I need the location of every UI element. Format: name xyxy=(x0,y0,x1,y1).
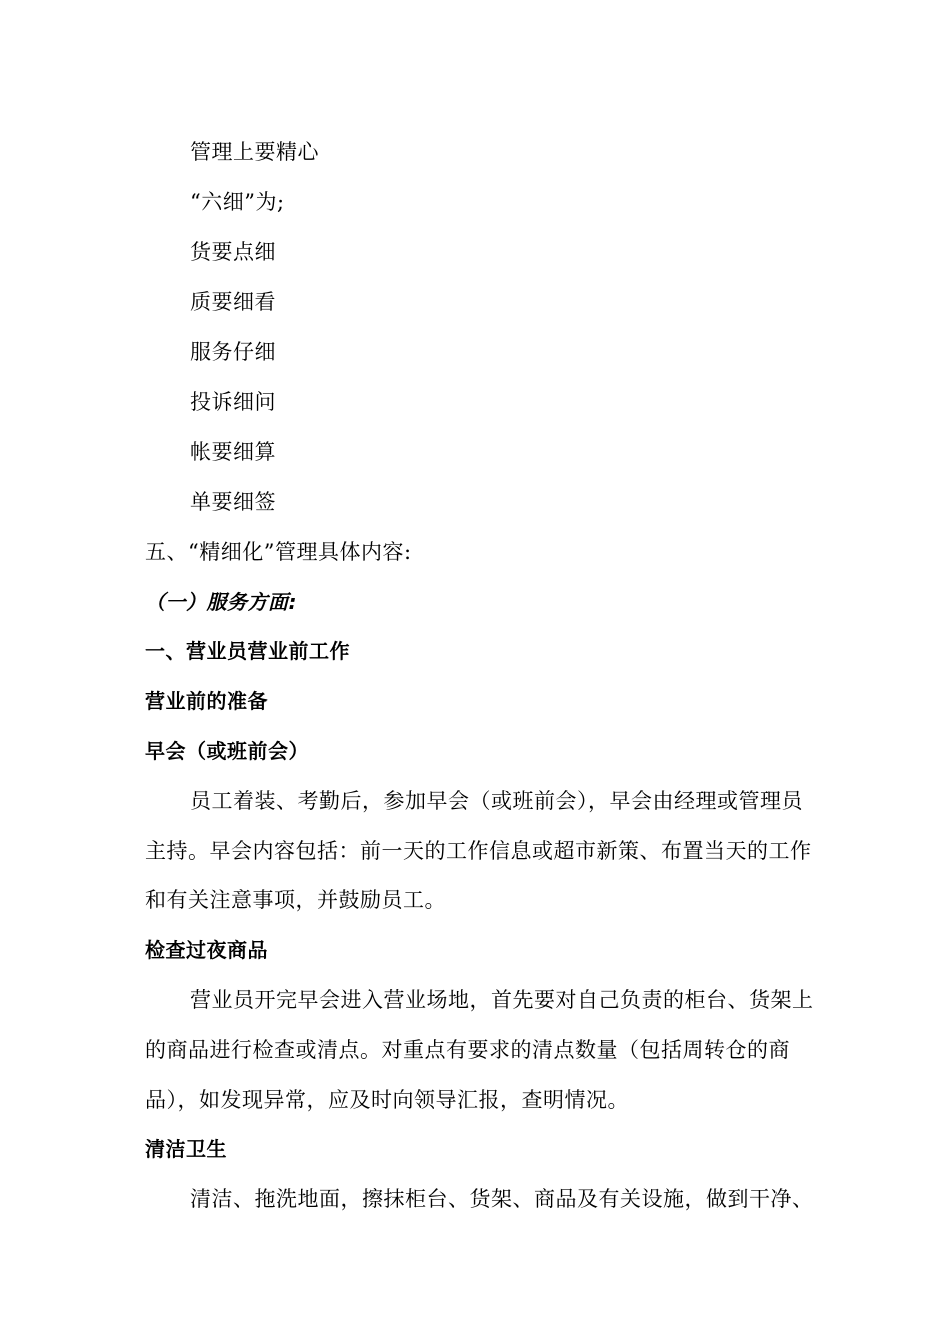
text-line-management: 管理上要精心 xyxy=(190,140,319,164)
six-details-item: 投诉细问 xyxy=(190,390,276,414)
six-details-item: 单要细签 xyxy=(190,490,276,514)
paragraph-line: 清洁、拖洗地面，擦抹柜台、货架、商品及有关设施，做到干净、 xyxy=(190,1187,814,1211)
paragraph-line: 员工着装、考勤后，参加早会（或班前会），早会由经理或管理员 xyxy=(190,789,803,813)
paragraph-line: 主持。早会内容包括：前一天的工作信息或超市新策、布置当天的工作 xyxy=(145,839,812,863)
heading-check-goods: 检查过夜商品 xyxy=(145,938,268,962)
heading-preparation: 营业前的准备 xyxy=(145,689,268,713)
paragraph-line: 和有关注意事项，并鼓励员工。 xyxy=(145,888,446,912)
six-details-item: 质要细看 xyxy=(190,290,276,314)
six-details-item: 帐要细算 xyxy=(190,440,276,464)
section-title: 五、“精细化”管理具体内容: xyxy=(145,540,412,564)
subsection-title: （一）服务方面: xyxy=(145,590,297,614)
six-details-item: 服务仔细 xyxy=(190,340,276,364)
six-details-item: 货要点细 xyxy=(190,240,276,264)
paragraph-line: 营业员开完早会进入营业场地，首先要对自己负责的柜台、货架上 xyxy=(190,988,814,1012)
paragraph-line: 品），如发现异常，应及时向领导汇报，查明情况。 xyxy=(145,1088,629,1112)
heading-cleaning: 清洁卫生 xyxy=(145,1137,227,1161)
six-details-intro: “六细”为; xyxy=(190,190,285,214)
heading-pre-work: 一、营业员营业前工作 xyxy=(145,639,350,663)
paragraph-line: 的商品进行检查或清点。对重点有要求的清点数量（包括周转仓的商 xyxy=(145,1038,790,1062)
heading-morning-meeting: 早会（或班前会） xyxy=(145,739,309,763)
